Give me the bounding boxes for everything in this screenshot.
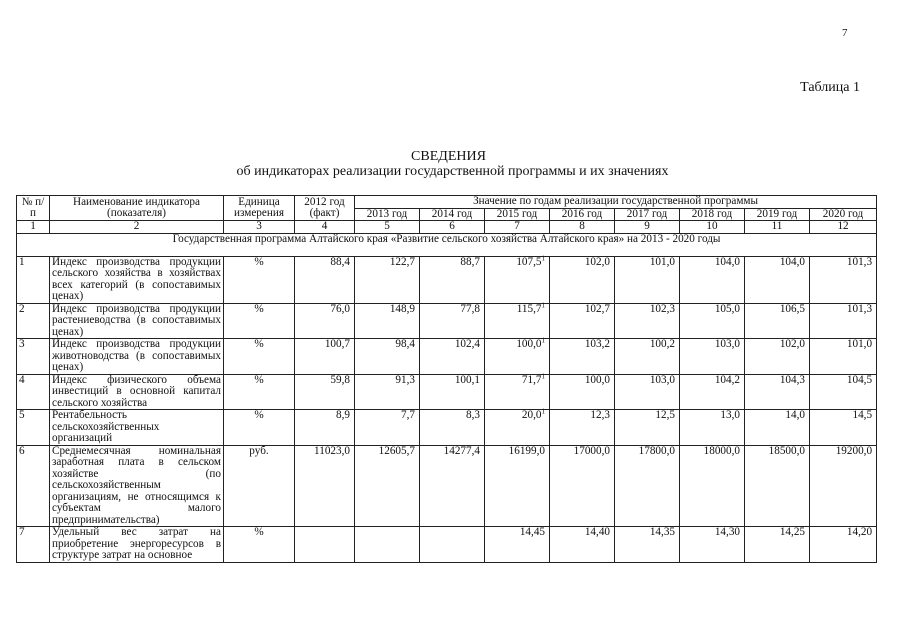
row-number: 7 — [17, 527, 50, 563]
year-value-text: 104,0 — [779, 255, 805, 268]
year-value-text: 14277,4 — [443, 444, 480, 457]
unit-cell: % — [224, 527, 295, 563]
year-value-text: 104,2 — [714, 373, 740, 386]
column-number: 8 — [550, 221, 615, 234]
footnote-mark: 1 — [541, 253, 545, 262]
year-value — [810, 303, 877, 339]
indicator-name: Индекс производства продукции животноводства (в сопоставимых ценах) — [50, 339, 224, 375]
year-value — [745, 445, 810, 527]
year-value — [355, 256, 420, 303]
year-value — [420, 303, 485, 339]
year-value — [810, 410, 877, 446]
table-row — [17, 527, 877, 563]
year-value-text: 148,9 — [389, 302, 415, 315]
year-value — [680, 445, 745, 527]
year-value-text: 14,45 — [519, 526, 545, 538]
year-value-text: 8,3 — [466, 409, 480, 421]
year-value-text: 106,5 — [779, 302, 805, 315]
year-value-text: 14,25 — [779, 526, 805, 538]
year-value — [745, 303, 810, 339]
column-number: 9 — [615, 221, 680, 234]
year-value — [485, 371, 550, 410]
row-number: 6 — [17, 445, 50, 527]
table-row — [17, 410, 877, 446]
year-value — [420, 256, 485, 303]
document-title: СВЕДЕНИЯ — [411, 149, 486, 164]
year-value-text: 103,0 — [649, 373, 675, 386]
year-value — [550, 410, 615, 446]
column-number: 3 — [224, 221, 295, 234]
year-value-text: 14,30 — [714, 526, 740, 538]
year-value-text: 105,0 — [714, 302, 740, 315]
year-value — [615, 303, 680, 339]
year-value-text: 77,8 — [460, 302, 480, 315]
row-number: 2 — [17, 303, 50, 339]
year-value-text: 17800,0 — [638, 444, 675, 457]
table-label: Таблица 1 — [800, 80, 860, 95]
year-value-text: 14,35 — [649, 526, 675, 538]
row-number: 5 — [17, 410, 50, 446]
year-value — [485, 336, 550, 375]
year-value-text: 107,5 — [516, 255, 542, 268]
year-value — [680, 256, 745, 303]
column-number: 2 — [50, 221, 224, 234]
year-value — [745, 374, 810, 410]
header-year: 2018 год — [680, 208, 745, 221]
year-value-text: 12605,7 — [378, 444, 415, 457]
year-value-text: 88,7 — [460, 255, 480, 268]
year-value — [355, 445, 420, 527]
fact-value: 59,8 — [295, 374, 355, 410]
fact-value: 100,7 — [295, 339, 355, 375]
year-value — [420, 339, 485, 375]
column-number: 4 — [295, 221, 355, 234]
footnote-mark: 1 — [541, 407, 545, 416]
year-value — [680, 527, 745, 563]
column-number: 10 — [680, 221, 745, 234]
year-value — [810, 527, 877, 563]
year-value — [355, 410, 420, 446]
year-value — [745, 339, 810, 375]
year-value-text: 104,0 — [714, 255, 740, 268]
document-subtitle: об индикаторах реализации государственной программы и их значениях — [236, 164, 669, 179]
program-title: Государственная программа Алтайского края «Развитие сельского хозяйства Алтайского края» на 2013 - 2020 годы — [17, 233, 877, 256]
footnote-mark: 1 — [541, 371, 545, 380]
header-num: № п/п — [17, 196, 50, 221]
year-value-text: 19200,0 — [835, 444, 873, 457]
column-numbers-row — [17, 221, 877, 234]
year-value-text: 102,4 — [454, 338, 480, 350]
year-value-text: 20,0 — [521, 409, 542, 421]
column-number: 12 — [810, 221, 877, 234]
header-unit: Единица измерения — [224, 196, 295, 221]
year-value — [550, 256, 615, 303]
year-value — [615, 410, 680, 446]
year-value — [485, 253, 550, 303]
year-value — [680, 339, 745, 375]
row-number: 3 — [17, 339, 50, 375]
unit-cell: % — [224, 339, 295, 375]
header-year: 2016 год — [550, 208, 615, 221]
year-value — [485, 407, 550, 446]
year-value-text: 100,0 — [584, 373, 610, 386]
year-value — [810, 339, 877, 375]
year-value — [745, 527, 810, 563]
year-value-text: 7,7 — [401, 409, 415, 421]
header-name: Наименование индикатора (показателя) — [50, 196, 224, 221]
year-value — [810, 445, 877, 527]
year-value-text: 104,5 — [846, 373, 873, 386]
table-row — [17, 374, 877, 410]
column-number: 7 — [485, 221, 550, 234]
year-value — [485, 300, 550, 339]
year-value-text: 102,0 — [584, 255, 610, 268]
year-value-text: 14,0 — [785, 409, 805, 421]
column-number: 11 — [745, 221, 810, 234]
unit-cell: % — [224, 374, 295, 410]
unit-cell: % — [224, 303, 295, 339]
year-value-text: 122,7 — [389, 255, 415, 268]
year-value — [810, 256, 877, 303]
fact-value: 76,0 — [295, 303, 355, 339]
year-value — [485, 527, 550, 563]
year-value — [615, 339, 680, 375]
year-value — [420, 374, 485, 410]
year-value — [550, 445, 615, 527]
year-value-text: 14,40 — [584, 526, 610, 538]
year-value-text: 102,7 — [584, 302, 610, 315]
year-value — [355, 339, 420, 375]
year-value-text: 102,0 — [779, 338, 805, 350]
header-year: 2017 год — [615, 208, 680, 221]
year-value — [680, 374, 745, 410]
header-years-group: Значение по годам реализации государственной программы — [355, 196, 877, 209]
year-value — [680, 410, 745, 446]
year-value-text: 100,1 — [454, 373, 480, 386]
year-value-text: 18500,0 — [768, 444, 805, 457]
year-value-text: 18000,0 — [703, 444, 740, 457]
header-year: 2013 год — [355, 208, 420, 221]
row-number: 1 — [17, 256, 50, 303]
unit-cell: % — [224, 410, 295, 446]
year-value — [680, 303, 745, 339]
table-row — [17, 303, 877, 339]
year-value-text: 91,3 — [395, 373, 415, 386]
document-heading — [0, 149, 905, 179]
year-value — [615, 374, 680, 410]
column-number: 6 — [420, 221, 485, 234]
fact-value — [295, 527, 355, 563]
indicator-name: Индекс производства продукции сельского хозяйства в хозяйствах всех категорий (в сопоставимых ценах) — [50, 256, 224, 303]
year-value — [355, 374, 420, 410]
year-value-text: 14,20 — [846, 526, 873, 538]
year-value — [615, 445, 680, 527]
year-value — [550, 339, 615, 375]
year-value-text: 101,0 — [846, 338, 873, 350]
year-value-text: 102,3 — [649, 302, 675, 315]
year-value-text: 104,3 — [779, 373, 805, 386]
indicators-table — [16, 195, 877, 563]
year-value-text: 100,2 — [649, 338, 675, 350]
year-value — [485, 445, 550, 527]
header-year: 2020 год — [810, 208, 877, 221]
column-number: 1 — [17, 221, 50, 234]
header-year: 2015 год — [485, 208, 550, 221]
table-row — [17, 256, 877, 303]
footnote-mark: 1 — [541, 300, 545, 309]
year-value — [420, 410, 485, 446]
year-value-text: 13,0 — [720, 409, 740, 421]
year-value-text: 17000,0 — [573, 444, 610, 457]
year-value-text: 103,0 — [714, 338, 740, 350]
year-value — [745, 256, 810, 303]
year-value — [355, 303, 420, 339]
year-value-text: 16199,0 — [508, 444, 545, 457]
year-value-text: 101,3 — [846, 302, 873, 315]
row-number: 4 — [17, 374, 50, 410]
year-value-text: 14,5 — [852, 409, 873, 421]
year-value-text: 12,3 — [590, 409, 610, 421]
unit-cell: % — [224, 256, 295, 303]
column-number: 5 — [355, 221, 420, 234]
year-value — [420, 527, 485, 563]
program-row — [17, 233, 877, 256]
year-value-text: 115,7 — [516, 302, 542, 315]
indicator-name: Индекс производства продукции растениеводства (в сопоставимых ценах) — [50, 303, 224, 339]
fact-value: 11023,0 — [295, 445, 355, 527]
year-value — [550, 374, 615, 410]
year-value — [550, 527, 615, 563]
indicator-name: Среднемесячная номинальная заработная плата в сельском хозяйстве (по сельскохозяйственным организациям, не относящимся к субъектам малого предпринимательства) — [50, 445, 224, 527]
header-year: 2019 год — [745, 208, 810, 221]
year-value-text: 101,3 — [846, 255, 873, 268]
year-value — [745, 410, 810, 446]
header-fact: 2012 год (факт) — [295, 196, 355, 221]
table-row — [17, 445, 877, 527]
year-value — [355, 527, 420, 563]
year-value — [810, 374, 877, 410]
year-value — [615, 256, 680, 303]
indicator-name: Индекс физического объема инвестиций в основной капитал сельского хозяйства — [50, 374, 224, 410]
indicator-name: Удельный вес затрат на приобретение энергоресурсов в структуре затрат на основное — [50, 527, 224, 563]
indicator-name: Рентабельность сельскохозяйственных организаций — [50, 410, 224, 446]
fact-value: 88,4 — [295, 256, 355, 303]
year-value-text: 101,0 — [649, 255, 675, 268]
fact-value: 8,9 — [295, 410, 355, 446]
year-value — [420, 445, 485, 527]
year-value — [615, 527, 680, 563]
year-value-text: 71,7 — [521, 373, 542, 386]
header-year: 2014 год — [420, 208, 485, 221]
page-number: 7 — [842, 27, 848, 39]
footnote-mark: 1 — [541, 336, 545, 345]
year-value-text: 98,4 — [395, 338, 415, 350]
year-value — [550, 303, 615, 339]
unit-cell: руб. — [224, 445, 295, 527]
year-value-text: 100,0 — [516, 338, 542, 350]
year-value-text: 103,2 — [584, 338, 610, 350]
table-row — [17, 339, 877, 375]
year-value-text: 12,5 — [655, 409, 675, 421]
